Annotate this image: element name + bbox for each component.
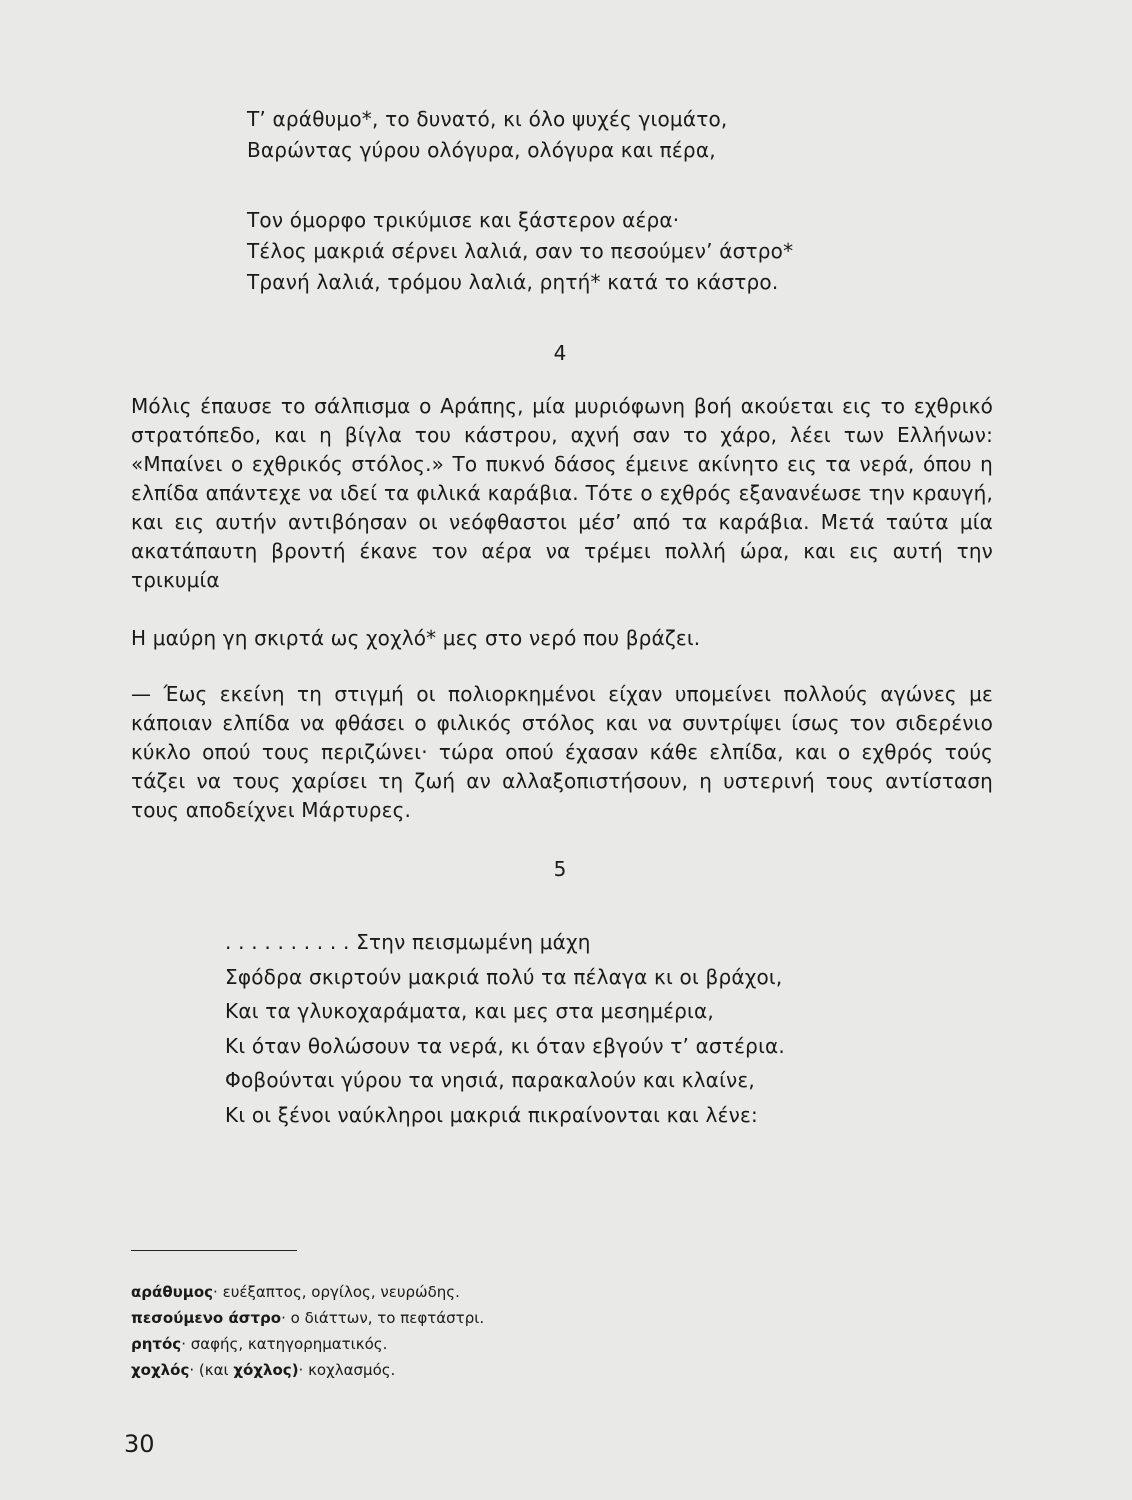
verse-line: Κι οι ξένοι ναύκληροι μακριά πικραίνονται και λένε: <box>225 1102 758 1127</box>
verse-line: . . . . . . . . . . Στην πεισμωμένη μάχη <box>225 930 591 954</box>
verse-line: Τον όμορφο τρικύμισε και ξάστερον αέρα· <box>247 208 680 232</box>
verse-line: Τ’ αράθυμο*, το δυνατό, κι όλο ψυχές γιομάτο, <box>247 107 728 131</box>
verse-line: Σφόδρα σκιρτούν μακριά πολύ τα πέλαγα κι οι βράχοι, <box>225 964 783 989</box>
footnote-term: πεσούμενο άστρο <box>131 1309 282 1327</box>
poem-stanza-c <box>225 925 785 1132</box>
footnote-divider <box>131 1250 297 1251</box>
footnote-separator: · <box>181 1335 186 1353</box>
footnote-definition: (και <box>194 1361 234 1379</box>
verse-line: Κι όταν θολώσουν τα νερά, κι όταν εβγούν τ’ αστέρια. <box>225 1033 785 1058</box>
footnote-definition: ο διάττων, το πεφτάστρι. <box>285 1309 485 1327</box>
footnote-separator: · <box>213 1283 218 1301</box>
footnote-term: ρητός <box>131 1335 182 1353</box>
section-number-4: 4 <box>553 341 567 365</box>
footnote-term: αράθυμος <box>131 1283 214 1301</box>
footnote <box>131 1357 484 1383</box>
section-4-paragraph: Μόλις έπαυσε το σάλπισμα ο Αράπης, μία μυριόφωνη βοή ακούεται εις το εχθρικό στρατόπεδο, και η βίγλα του κάστρου, αχνή σαν το χάρο, λέει των Ελλήνων: «Μπαίνει ο εχθρικός στόλος.» Το πυκνό δάσος έμεινε ακίνητο εις τα νερά, όπου η ελπίδα απάντεχε να ιδεί τα φιλικά καράβια. Τότε ο εχθρός εξανανέωσε την κραυγή, και εις αυτήν αντιβόησαν οι νεόφθαστοι μέσ’ από τα καράβια. Μετά ταύτα μία ακατάπαυτη βροντή έκανε τον αέρα να τρέμει πολλή ώρα, και εις αυτή την τρικυμία <box>131 394 993 592</box>
section-4-commentary: — Έως εκείνη τη στιγμή οι πολιορκημένοι είχαν υπομείνει πολλούς αγώνες με κάποιαν ελπίδα να φθάσει ο φιλικός στόλος και να συντρίψει ίσως τον σιδερένιο κύκλο οπού τους περιζώνει· τώρα οπού έχασαν κάθε ελπίδα, και ο εχθρός τούς τάζει να τους χαρίσει τη ζωή αν αλλαξοπιστήσουν, η υστερινή τους αντίσταση τους αποδείχνει Μάρτυρες. <box>131 682 993 822</box>
poem-stanza-a <box>247 104 727 166</box>
poem-stanza-b <box>247 205 793 298</box>
footnote-definition: · κοχλασμός. <box>298 1361 396 1379</box>
verse-line: Τρανή λαλιά, τρόμου λαλιά, ρητή* κατά το κάστρο. <box>247 270 779 294</box>
verse-line: Φοβούνται γύρου τα νησιά, παρακαλούν και κλαίνε, <box>225 1068 755 1092</box>
footnote-separator: · <box>189 1361 195 1379</box>
footnote-definition: σαφής, κατηγορηματικός. <box>185 1335 388 1353</box>
verse-line: Τέλος μακριά σέρνει λαλιά, σαν το πεσούμεν’ άστρο* <box>247 239 794 263</box>
footnotes <box>131 1279 484 1383</box>
section-4-verse: Η μαύρη γη σκιρτά ως χοχλό* μες στο νερό που βράζει. <box>131 626 701 650</box>
verse-line: Βαρώντας γύρου ολόγυρα, ολόγυρα και πέρα, <box>247 138 716 162</box>
page-number: 30 <box>124 1430 155 1458</box>
footnote-term-variant: χόχλος) <box>233 1361 299 1379</box>
section-number-5: 5 <box>553 857 567 881</box>
footnote-separator: · <box>281 1309 286 1327</box>
footnote <box>131 1331 484 1357</box>
footnote-definition: ευέξαπτος, οργίλος, νευρώδης. <box>217 1283 460 1301</box>
footnote-term: χοχλός <box>131 1361 190 1379</box>
footnote <box>131 1305 484 1331</box>
footnote <box>131 1279 484 1305</box>
verse-line: Και τα γλυκοχαράματα, και μες στα μεσημέρια, <box>225 999 714 1023</box>
